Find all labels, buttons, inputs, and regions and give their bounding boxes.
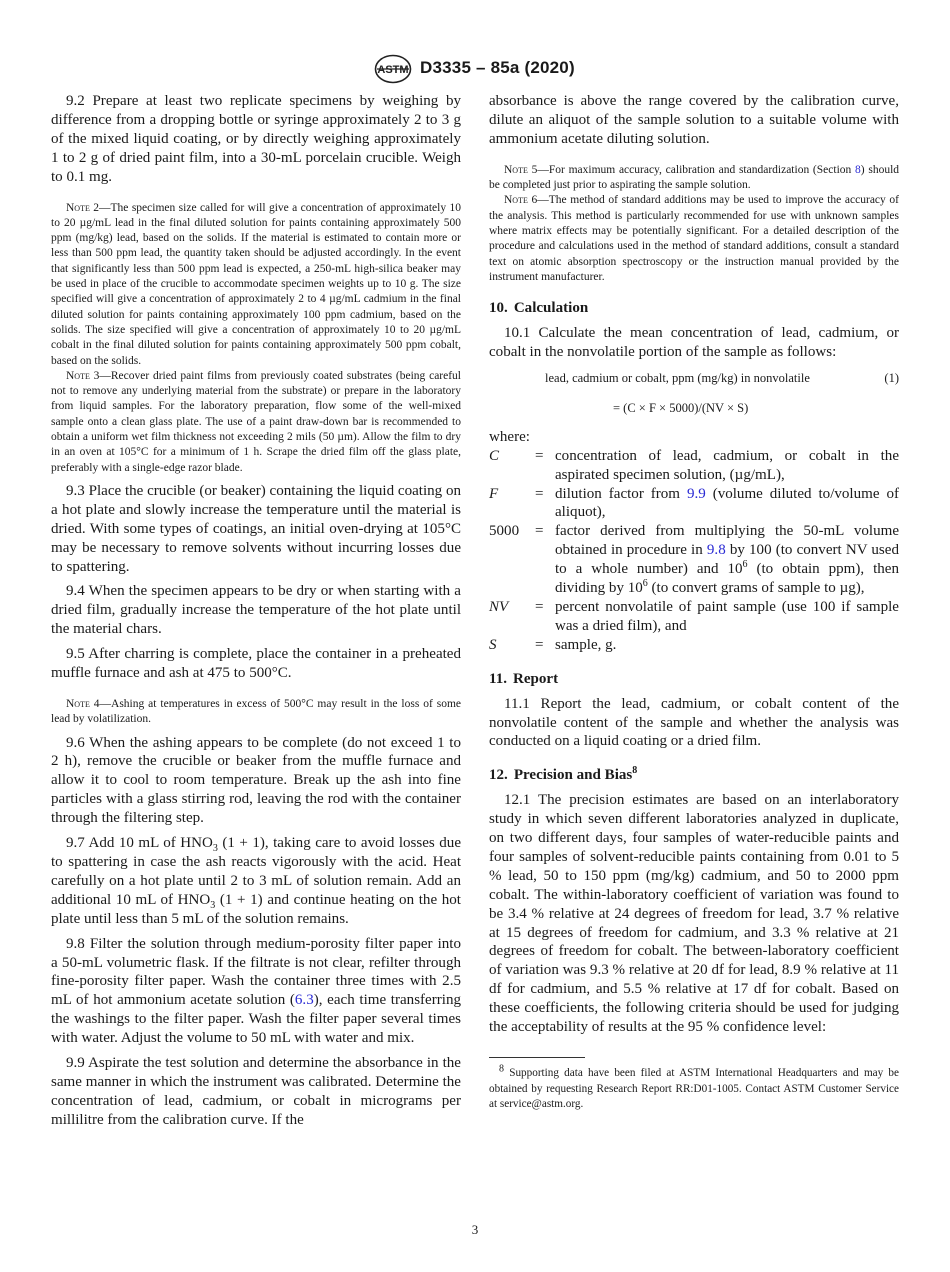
link-6-3[interactable]: 6.3 <box>294 992 314 1009</box>
footnote-8: $^8$ Supporting data have been filed at ASTM International Headquarters and may be obtained by requesting Research Report RR:D01-1005. Contact ASTM Customer Service at service@astm.org. <box>489 1063 899 1111</box>
link-9-9[interactable]: 9.9 <box>686 485 706 502</box>
equation-number: (1) <box>884 370 899 385</box>
note-3-label: Note 3 <box>66 369 100 382</box>
paragraph-9-8: 9.8 Filter the solution through medium-porosity filter paper into a 50-mL volumetric flask. If the filtrate is not clear, refilter through fine-porosity filter paper. Wash the container three times with 2.5 mL of hot ammonium acetate solution (6.3), each time transferring the washings to the filter paper. Wash the filter paper several times with water. Adjust the volume to 50 mL with water and mix. <box>51 935 461 1047</box>
where-row-nv: NV = percent nonvolatile of paint sample (use 100 if sample was a dried film), and <box>489 598 899 634</box>
where-row-f: F = dilution factor from 9.9 (volume diluted to/volume of aliquot), <box>489 485 899 521</box>
paragraph-11-1: 11.1 Report the lead, cadmium, or cobalt content of the nonvolatile content of the sample and whether the analysis was conducted on a liquid coating or a dried film. <box>489 695 899 750</box>
note-6-text: —The method of standard additions may be used to improve the accuracy of the analysis. This method is particularly recommended for use with unknown samples where matrix effects may be potentially significant. For a detailed description of the procedure and calculations used in the method of standard additions, consult a standard text on atomic absorption spectroscopy or the instruction manual provided by the instrument manufacturer. <box>489 194 899 283</box>
page-header <box>0 54 950 84</box>
section-10-heading: 10. Calculation <box>489 300 589 317</box>
note-2-text: —The specimen size called for will give a concentration of approximately 10 to 20 µg/mL lead in the final diluted solution for paints containing approximately 500 ppm (mg/kg) lead, based on the solids. If the material is estimated to contain more or less than 500 ppm lead, the quantity taken should be adjusted accordingly. In the event that significantly less than 500 ppm lead is expected, a 250-mL high-silica beaker may be used in place of the crucible to accommodate specimen weights up to 10 g. The size specified will give a concentration of approximately 2 to 4 µg/mL cadmium in the final diluted solution for paints containing approximately 100 ppm cadmium, based on the solids. The size specified will give a concentration of approximately 10 to 20 µg/mL cobalt in the final diluted solution for paints containing approximately 500 ppm cobalt, based on the solids. <box>51 201 461 367</box>
where-row-c: C = concentration of lead, cadmium, or cobalt in the aspirated specimen solution, (µg/mL), <box>489 447 899 483</box>
paragraph-9-3: 9.3 Place the crucible (or beaker) containing the liquid coating on a hot plate and slowly increase the temperature until the material is dried. With some types of coatings, an initial oven-drying at 105°C may be necessary to remove solvents without incurring losses due to spattering. <box>51 482 461 575</box>
paragraph-9-7: 9.7 Add 10 mL of $HNO_3$ (1 + 1), taking care to avoid losses due to spattering in case the ash reacts vigorously with the acid. Heat carefully on a hot plate until 2 to 3 mL of solution remain. Add an additional 10 mL of $HNO_3$ (1 + 1) and continue heating on the hot plate until less than 5 mL of the solution remains. <box>51 835 461 927</box>
note-2-label: Note 2 <box>66 201 100 214</box>
section-12-heading: 12. Precision and Bias$^8$ <box>489 765 638 784</box>
footnote-ref-8: 8 <box>632 765 638 777</box>
where-row-5000: 5000 = factor derived from multiplying the 50-mL volume obtained in procedure in 9.8 by 100 (to convert NV used to a whole number) and $10^6$ (to obtain ppm), then dividing by $10^6$ (to convert grams of sample to µg), <box>489 523 899 597</box>
note-5-label: Note 5 <box>504 163 538 176</box>
document-designation: D3335 – 85a (2020) <box>420 58 575 77</box>
note-4-text: —Ashing at temperatures in excess of 500°C may result in the loss of some lead by volatilization. <box>51 697 462 726</box>
section-11-heading: 11. Report <box>489 670 559 687</box>
equation-1-rhs: = (C × F × 5000)/(NV × S) <box>613 400 749 415</box>
note-4-label: Note 4 <box>66 697 100 710</box>
paragraph-9-9: 9.9 Aspirate the test solution and determine the absorbance in the same manner in which the instrument was calibrated. Determine the concentration of lead, cadmium, or cobalt in micrograms per millilitre from the calibration curve. If the <box>51 1055 461 1128</box>
paragraph-9-5: 9.5 After charring is complete, place the container in a preheated muffle furnace and ash at 475 to 500°C. <box>51 646 461 682</box>
paragraph-9-9-continued: absorbance is above the range covered by the calibration curve, dilute an aliquot of the sample solution to a suitable volume with ammonium acetate diluting solution. <box>489 93 899 147</box>
left-column <box>51 92 461 1130</box>
note-2 <box>51 201 461 369</box>
logo-text: ASTM <box>377 64 409 76</box>
link-section-8[interactable]: 8 <box>855 163 861 176</box>
paragraph-9-6: 9.6 When the ashing appears to be complete (do not exceed 1 to 2 h), remove the crucible or beaker from the muffle furnace and allow it to cool to room temperature. Break up the ash into fine particles with a glass stirring rod, leaving the rod with the container through the filtering step. <box>51 734 461 827</box>
note-4 <box>51 697 461 728</box>
equation-1-lhs: lead, cadmium or cobalt, ppm (mg/kg) in nonvolatile (1) <box>545 370 899 385</box>
paragraph-9-4: 9.4 When the specimen appears to be dry or when starting with a dried film, gradually increase the temperature of the hot plate until the material chars. <box>51 583 461 638</box>
astm-logo-icon <box>374 54 412 84</box>
note-6 <box>489 193 899 285</box>
paragraph-10-1: 10.1 Calculate the mean concentration of lead, cadmium, or cobalt in the nonvolatile portion of the sample as follows: <box>489 325 899 360</box>
where-row-s: S = sample, g. <box>489 636 617 653</box>
note-3 <box>51 369 461 476</box>
paragraph-9-2: 9.2 Prepare at least two replicate specimens by weighing by difference from a dropping bottle or syringe approximately 2 to 3 g of the mixed liquid coating, or by directly weighing approximately 1 to 2 g of dried paint film, into a 30-mL porcelain crucible. Weigh to 0.1 mg. <box>51 93 461 185</box>
paragraph-12-1: 12.1 The precision estimates are based on an interlaboratory study in which seven different laboratories analyzed in duplicate, on two different days, four samples of water-reducible paints and four samples of solvent-reducible paints containing from 0.01 to 5 % lead, 50 to 150 ppm (mg/kg) cadmium, and 50 to 2000 ppm cobalt. The within-laboratory coefficient of variation was found to be 3.4 % relative at 24 degrees of freedom for lead, 3.7 % relative at 15 degrees of freedom for cadmium, and 3.3 % relative at 21 degrees of freedom for cobalt. The between-laboratory coefficient of variation was 9.3 % relative at 20 df for lead, 8.9 % relative at 11 df for cadmium, and 5.5 % relative at 17 df for cobalt. Based on these coefficients, the following criteria should be used for judging the acceptability of results at the 95 % confidence level: <box>489 792 899 1036</box>
note-5: Note 5—For maximum accuracy, calibration and standardization (Section 8) should be completed just prior to aspirating the sample solution. <box>489 163 900 192</box>
page-number: 3 <box>471 1222 479 1237</box>
link-9-8[interactable]: 9.8 <box>706 542 726 559</box>
right-column <box>489 92 899 1113</box>
note-3-text: —Recover dried paint films from previously coated substrates (being careful not to remove any underlying material from the substrate) or prepare in the laboratory from liquid samples. For the laboratory preparation, flow some of the well-mixed sample onto a clean glass plate. The use of a paint draw-down bar is recommended to obtain a uniform wet film thickness not exceeding 2 mils (50 µm). Allow the film to dry in an oven at 105°C for a minimum of 1 h. Scrape the dried film off the glass plate, preferably with a single-edge razor blade. <box>51 369 462 474</box>
where-label: where: <box>489 428 530 445</box>
note-6-label: Note 6 <box>504 194 538 207</box>
